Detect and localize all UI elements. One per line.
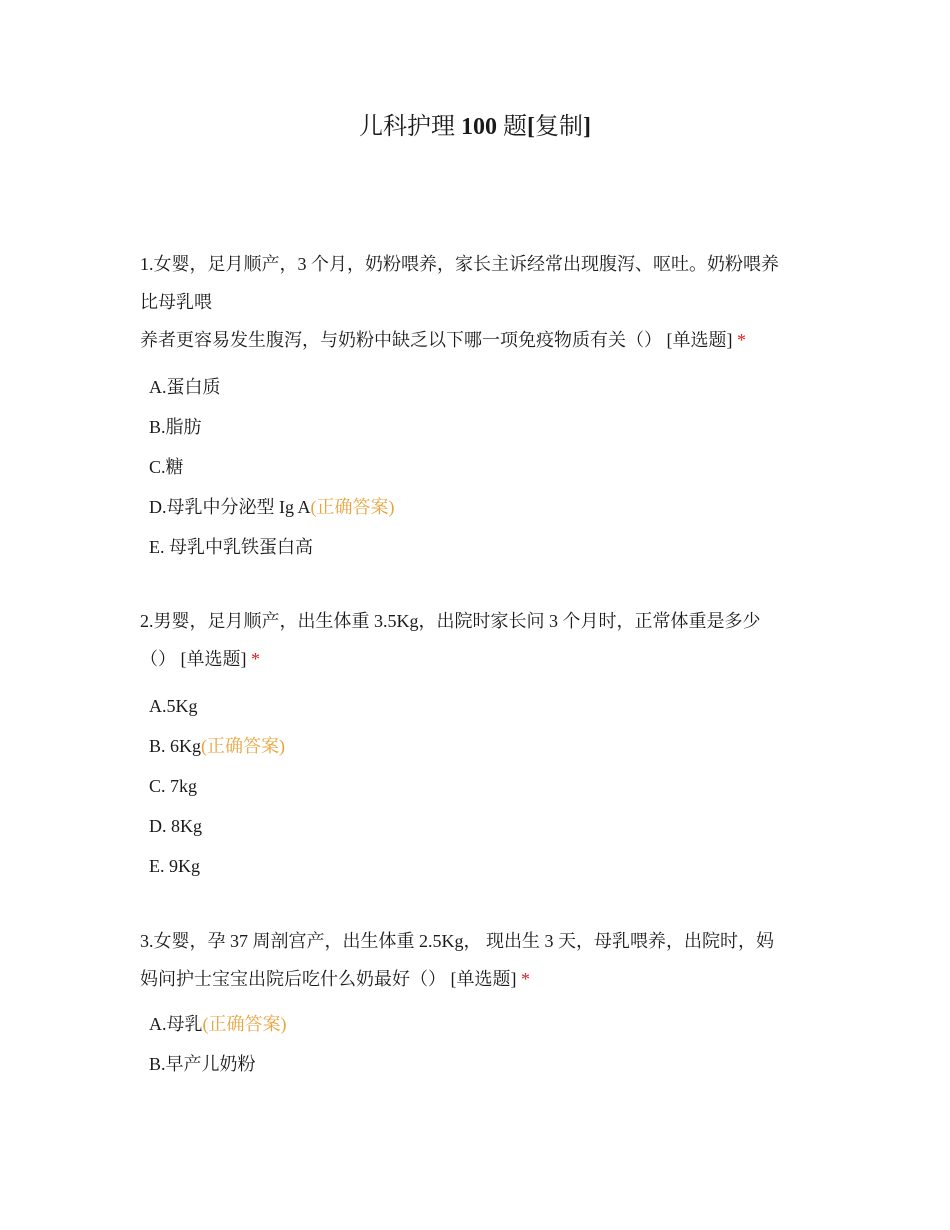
option-e[interactable] xyxy=(140,527,820,567)
option-list xyxy=(140,367,820,567)
option-d[interactable] xyxy=(140,806,820,846)
option-c[interactable] xyxy=(140,447,820,487)
option-text: C.糖 xyxy=(149,457,184,477)
option-c[interactable] xyxy=(140,766,820,806)
option-text: B.早产儿奶粉 xyxy=(149,1054,256,1074)
question-3 xyxy=(140,922,820,1084)
option-text: B. 6Kg xyxy=(149,736,202,756)
correct-answer-tag: (正确答案) xyxy=(201,736,286,756)
title-number: 100 xyxy=(461,114,497,140)
title-bracket-open: [ xyxy=(527,114,535,140)
title-bracket-close: ] xyxy=(583,114,591,140)
option-list xyxy=(140,1004,820,1084)
option-b[interactable] xyxy=(140,726,820,766)
question-1 xyxy=(140,245,820,567)
correct-answer-tag: (正确答案) xyxy=(202,1014,287,1034)
question-text-line xyxy=(140,960,820,998)
question-text: （） [单选题] xyxy=(140,649,247,669)
option-a[interactable] xyxy=(140,1004,820,1044)
required-marker: * xyxy=(251,649,260,669)
question-text-line: 1.女婴，足月顺产，3 个月，奶粉喂养，家长主诉经常出现腹泻、呕吐。奶粉喂养 xyxy=(140,254,779,274)
required-marker: * xyxy=(737,330,746,350)
page-title xyxy=(0,110,950,144)
title-copy-label: 复制 xyxy=(535,114,583,140)
option-text: E. 母乳中乳铁蛋白高 xyxy=(149,537,313,557)
option-list xyxy=(140,686,820,886)
option-text: D.母乳中分泌型 Ig A xyxy=(149,497,311,517)
title-text: 儿科护理 xyxy=(359,114,461,140)
option-text: D. 8Kg xyxy=(149,816,202,836)
option-text: A.5Kg xyxy=(149,696,198,716)
question-text-line: 3.女婴，孕 37 周剖宫产，出生体重 2.5Kg， 现出生 3 天，母乳喂养，出院时，妈 xyxy=(140,931,774,951)
question-text-line: 2.男婴，足月顺产，出生体重 3.5Kg，出院时家长问 3 个月时，正常体重是多少 xyxy=(140,611,761,631)
option-text: E. 9Kg xyxy=(149,856,200,876)
question-text-line xyxy=(140,321,820,359)
option-text: A.蛋白质 xyxy=(149,377,221,397)
option-text: B.脂肪 xyxy=(149,417,202,437)
question-text: 妈问护士宝宝出院后吃什么奶最好（） [单选题] xyxy=(140,969,517,989)
required-marker: * xyxy=(521,969,530,989)
question-text: 养者更容易发生腹泻，与奶粉中缺乏以下哪一项免疫物质有关（） [单选题] xyxy=(140,330,733,350)
option-a[interactable] xyxy=(140,367,820,407)
option-b[interactable] xyxy=(140,407,820,447)
option-a[interactable] xyxy=(140,686,820,726)
correct-answer-tag: (正确答案) xyxy=(310,497,395,517)
question-2 xyxy=(140,602,820,886)
title-suffix: 题 xyxy=(497,114,527,140)
option-text: C. 7kg xyxy=(149,776,198,796)
question-text-line: 比母乳喂 xyxy=(140,292,212,312)
option-d[interactable] xyxy=(140,487,820,527)
question-text-line xyxy=(140,640,820,678)
option-text: A.母乳 xyxy=(149,1014,203,1034)
option-e[interactable] xyxy=(140,846,820,886)
option-b[interactable] xyxy=(140,1044,820,1084)
